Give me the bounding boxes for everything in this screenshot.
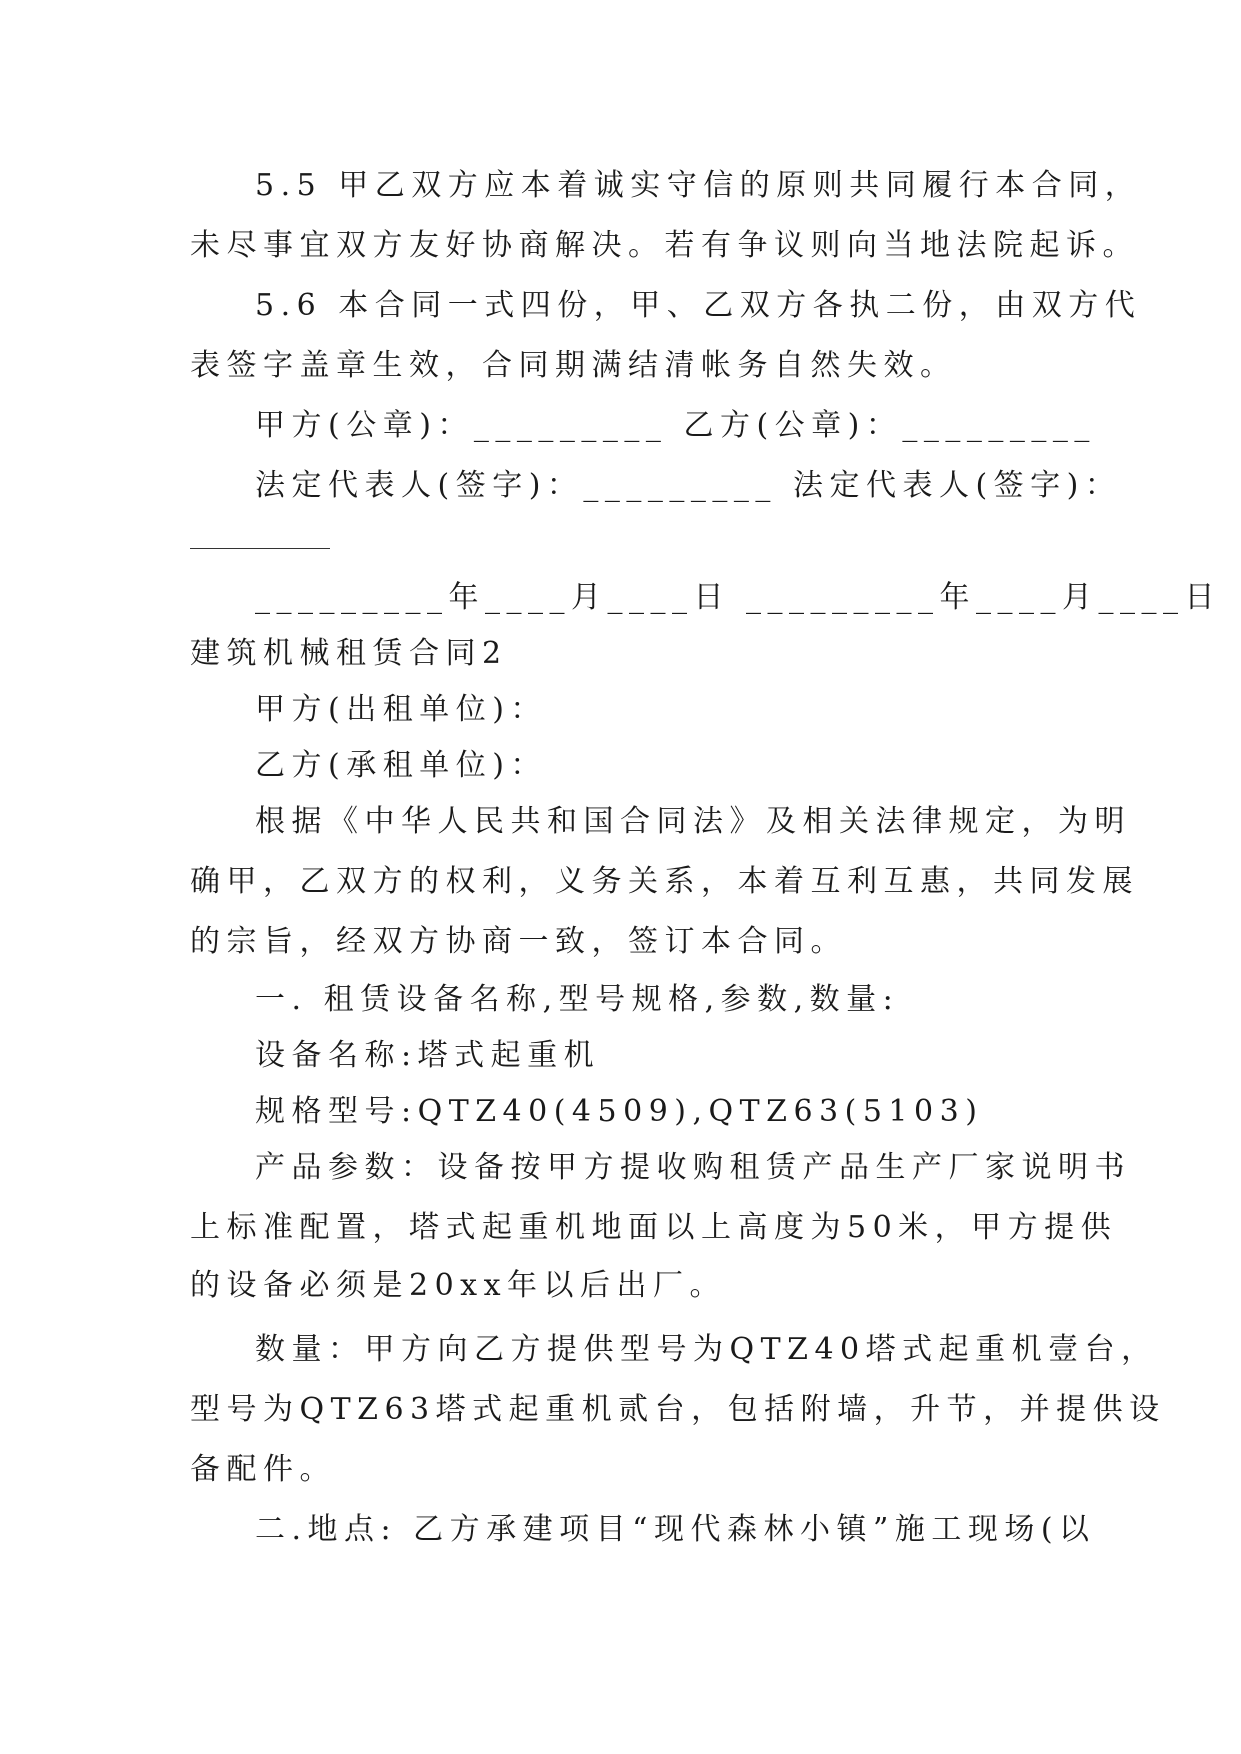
- contract-2-title: 建筑机械租赁合同2: [190, 636, 508, 671]
- party-a-line: 甲方(出租单位)：: [255, 692, 547, 727]
- parameters-line-2: 上标准配置，塔式起重机地面以上高度为50米，甲方提供: [190, 1210, 1118, 1245]
- section-2-location-line: 二.地点: 乙方承建项目“现代森林小镇”施工现场(以: [255, 1512, 1096, 1547]
- party-b-line: 乙方(承租单位)：: [255, 748, 547, 783]
- legal-representative-line: 法定代表人(签字)：_________ 法定代表人(签字)：: [255, 468, 1122, 503]
- party-seal-line: 甲方(公章)：_________ 乙方(公章)：_________: [255, 408, 1096, 443]
- parameters-line-1: 产品参数：设备按甲方提收购租赁产品生产厂家说明书: [255, 1150, 1131, 1185]
- date-line: _________年____月____日 _________年____月____日: [255, 580, 1222, 615]
- clause-5-6-line-2: 表签字盖章生效，合同期满结清帐务自然失效。: [190, 348, 957, 383]
- quantity-line-3: 备配件。: [190, 1452, 336, 1487]
- clause-5-6-line-1: 5.6 本合同一式四份，甲、乙双方各执二份，由双方代: [255, 288, 1142, 323]
- signature-blank-rule: [190, 548, 330, 549]
- clause-5-5-line-1: 5.5 甲乙双方应本着诚实守信的原则共同履行本合同，: [255, 168, 1142, 203]
- quantity-line-1: 数量：甲方向乙方提供型号为QTZ40塔式起重机壹台，: [255, 1332, 1158, 1367]
- clause-5-5-line-2: 未尽事宜双方友好协商解决。若有争议则向当地法院起诉。: [190, 228, 1139, 263]
- equipment-name-line: 设备名称:塔式起重机: [255, 1038, 601, 1073]
- preamble-line-1: 根据《中华人民共和国合同法》及相关法律规定，为明: [255, 804, 1131, 839]
- quantity-line-2: 型号为QTZ63塔式起重机贰台，包括附墙，升节，并提供设: [190, 1392, 1166, 1427]
- section-1-heading: 一. 租赁设备名称,型号规格,参数,数量:: [255, 982, 900, 1017]
- preamble-line-3: 的宗旨，经双方协商一致，签订本合同。: [190, 924, 847, 959]
- model-spec-line: 规格型号:QTZ40(4509),QTZ63(5103): [255, 1094, 984, 1129]
- parameters-line-3: 的设备必须是20xx年以后出厂。: [190, 1268, 727, 1303]
- preamble-line-2: 确甲，乙双方的权利，义务关系，本着互利互惠，共同发展: [190, 864, 1139, 899]
